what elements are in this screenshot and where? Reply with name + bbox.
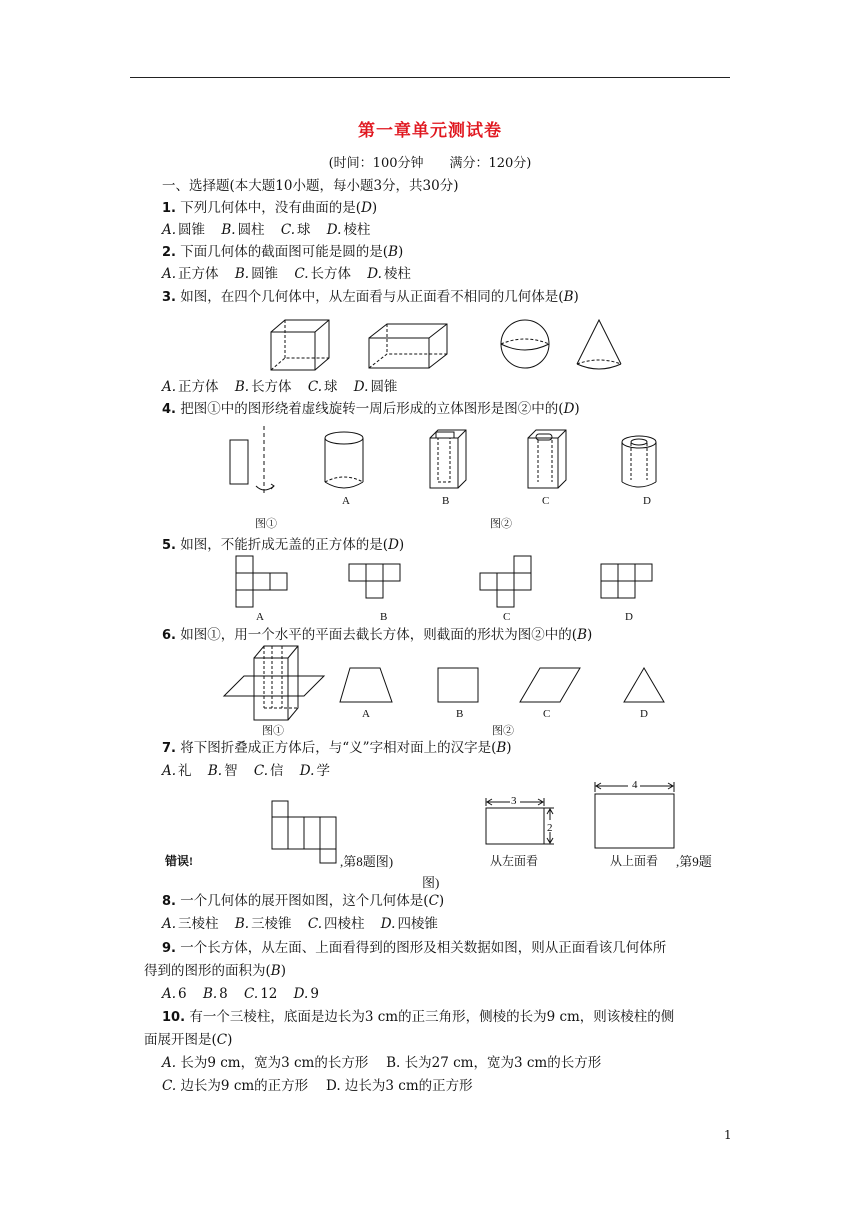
error-label: 错误! xyxy=(165,854,193,868)
question-8: 8. 一个几何体的展开图如图，这个几何体是(C) xyxy=(162,893,445,909)
q9-caption-cont: 图) xyxy=(422,875,440,890)
q8-caption: ,第8题图) xyxy=(340,854,394,869)
cone-shape xyxy=(577,320,621,369)
q4-label-a: A xyxy=(342,495,350,507)
question-8-options: A. 三棱柱 B. 三棱锥 C. 四棱柱 D. 四棱锥 xyxy=(162,916,438,932)
q5-label-a: A xyxy=(256,611,264,623)
q6-fig2-caption: 图② xyxy=(492,725,514,737)
q9-top-view-caption: 从上面看 xyxy=(610,854,659,868)
question-10-options-line1: A. 长为9 cm，宽为3 cm的长方形 B. 长为27 cm，宽为3 cm的长方形 xyxy=(162,1055,602,1071)
q5-label-d: D xyxy=(625,611,633,623)
q6-label-c: C xyxy=(543,708,551,720)
option-c-hollow-prism xyxy=(528,430,566,488)
question-3: 3. 如图，在四个几何体中，从左面看与从正面看不相同的几何体是(B) xyxy=(162,289,579,305)
q8-net-figure xyxy=(271,800,341,864)
triangle-shape xyxy=(624,668,664,702)
q9-dim-4: 4 xyxy=(632,779,638,791)
q9-dim-2: 2 xyxy=(547,822,553,834)
q4-fig2-caption: 图② xyxy=(490,518,512,530)
q4-label-d: D xyxy=(643,495,651,507)
question-4: 4. 把图①中的图形绕着虚线旋转一周后形成的立体图形是图②中的(D) xyxy=(162,401,580,417)
cuboid-shape xyxy=(369,324,447,368)
q5-label-c: C xyxy=(503,611,511,623)
q4-figure xyxy=(226,424,666,496)
q6-label-b: B xyxy=(456,708,464,720)
square-shape xyxy=(438,668,478,702)
question-2-options: A. 正方体 B. 圆锥 C. 长方体 D. 棱柱 xyxy=(162,266,411,282)
net-a xyxy=(236,556,287,607)
q5-label-b: B xyxy=(380,611,388,623)
exam-info: (时间：100分钟 满分：120分) xyxy=(328,156,532,171)
q9-dim-3: 3 xyxy=(511,795,517,807)
net-c xyxy=(480,556,531,607)
question-10-options-line2: C. 边长为9 cm的正方形 D. 边长为3 cm的正方形 xyxy=(162,1078,473,1094)
q5-nets-figure xyxy=(236,556,656,608)
q6-figure xyxy=(224,642,674,722)
q3-solids-figure xyxy=(265,318,625,374)
question-9: 9. 一个长方体，从左面、上面看得到的图形及相关数据如图，则从正面看该几何体所 xyxy=(162,940,667,956)
question-10-cont: 面展开图是(C) xyxy=(144,1032,233,1048)
section-heading: 一、选择题(本大题10小题，每小题3分，共30分) xyxy=(162,178,459,194)
question-1: 1. 下列几何体中，没有曲面的是(D) xyxy=(162,200,378,216)
question-3-options: A. 正方体 B. 长方体 C. 球 D. 圆锥 xyxy=(162,379,398,395)
question-5: 5. 如图，不能折成无盖的正方体的是(D) xyxy=(162,537,405,553)
rotating-rectangle xyxy=(230,426,274,494)
question-9-cont: 得到的图形的面积为(B) xyxy=(144,963,286,979)
parallelogram-shape xyxy=(520,668,580,702)
question-9-options: A. 6 B. 8 C. 12 D. 9 xyxy=(162,986,319,1002)
q6-label-a: A xyxy=(362,708,370,720)
question-1-options: A. 圆锥 B. 圆柱 C. 球 D. 棱柱 xyxy=(162,222,371,238)
sphere-shape xyxy=(501,320,549,368)
cuboid-with-plane xyxy=(224,646,324,720)
page-number: 1 xyxy=(724,1128,732,1142)
q9-left-view-figure xyxy=(484,796,556,850)
question-7-options: A. 礼 B. 智 C. 信 D. 学 xyxy=(162,763,330,779)
header-rule xyxy=(130,77,730,78)
q9-caption: ,第9题 xyxy=(676,854,712,869)
q9-left-view-caption: 从左面看 xyxy=(490,854,539,868)
q6-fig1-caption: 图① xyxy=(262,725,284,737)
q6-label-d: D xyxy=(640,708,648,720)
net-d xyxy=(601,564,652,598)
page-title: 第一章单元测试卷 xyxy=(358,121,502,141)
option-d-hollow-cylinder xyxy=(622,436,656,487)
question-10: 10. 有一个三棱柱，底面是边长为3 cm的正三角形，侧棱的长为9 cm，则该棱柱的侧 xyxy=(162,1009,675,1025)
q4-fig1-caption: 图① xyxy=(255,518,277,530)
question-7: 7. 将下图折叠成正方体后，与“义”字相对面上的汉字是(B) xyxy=(162,740,512,756)
option-b-hollow-prism xyxy=(430,430,466,488)
cube-shape xyxy=(271,320,329,370)
q4-label-b: B xyxy=(442,495,450,507)
question-6: 6. 如图①，用一个水平的平面去截长方体，则截面的形状为图②中的(B) xyxy=(162,627,593,643)
option-a-cylinder xyxy=(325,432,363,488)
q4-label-c: C xyxy=(542,495,550,507)
question-2: 2. 下面几何体的截面图可能是圆的是(B) xyxy=(162,244,404,260)
net-b xyxy=(349,564,400,598)
trapezoid-shape xyxy=(340,668,392,702)
